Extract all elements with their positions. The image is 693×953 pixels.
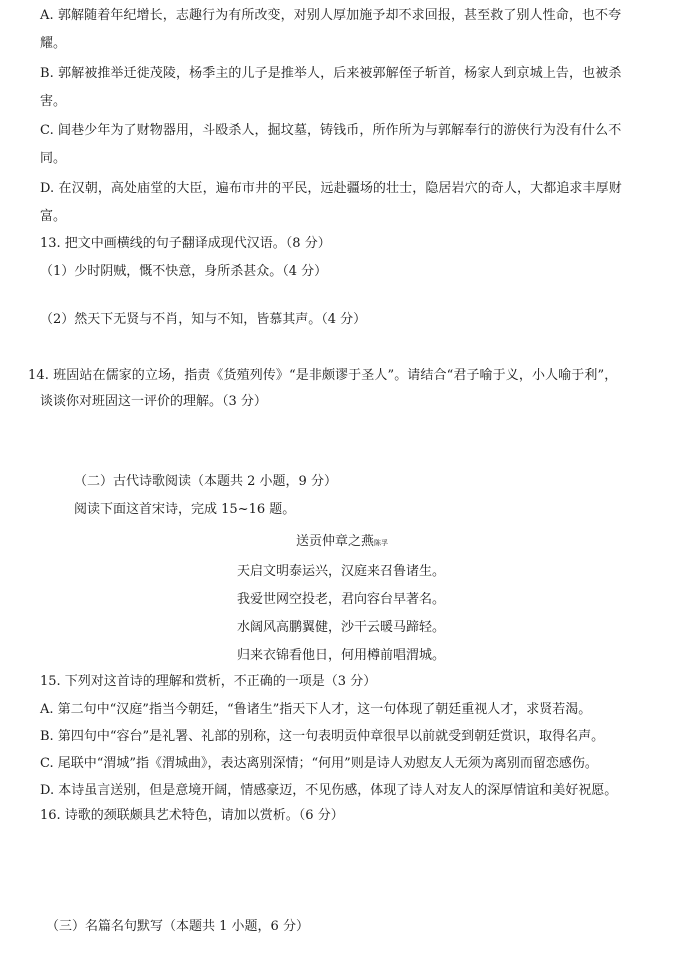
q12-option-c-line2: 同。 <box>40 151 67 166</box>
section2-heading: （二）古代诗歌阅读（本题共 2 小题，9 分） <box>74 474 337 489</box>
q12-option-b-line2: 害。 <box>40 94 67 109</box>
poem-line: 天启文明泰运兴，汉庭来召鲁诸生。 <box>237 564 446 579</box>
q14-line2: 谈谈你对班固这一评价的理解。（3 分） <box>40 394 267 409</box>
poem-line: 归来衣锦看他日，何用樽前唱渭城。 <box>237 648 446 663</box>
q12-option-c-line1: C. 闾巷少年为了财物器用，斗殴杀人，掘坟墓，铸钱币，所作所为与郭解奉行的游侠行为没有什么不 <box>40 123 622 138</box>
q15-option-a: A. 第二句中“汉庭”指当今朝廷，“鲁诸生”指天下人才，这一句体现了朝廷重视人才，求贤若渴。 <box>40 702 592 717</box>
q12-option-a-line2: 耀。 <box>40 36 67 51</box>
poem-title: 送贡仲章之燕 <box>296 534 375 549</box>
q13-stem: 13. 把文中画横线的句子翻译成现代汉语。（8 分） <box>40 236 331 251</box>
q13-sub1: （1）少时阴贼，慨不快意，身所杀甚众。（4 分） <box>40 264 328 279</box>
q14-line1: 14. 班固站在儒家的立场，指责《货殖列传》“是非颇谬于圣人”。请结合“君子喻于义，小人喻于利”， <box>28 368 618 383</box>
q15-option-b: B. 第四句中“容台”是礼署、礼部的别称，这一句表明贡仲章很早以前就受到朝廷赏识，取得名声。 <box>40 729 605 744</box>
q12-option-b-line1: B. 郭解被推举迁徙茂陵，杨季主的儿子是推举人，后来被郭解侄子斩首，杨家人到京城上告，也被杀 <box>40 66 622 81</box>
q16-stem: 16. 诗歌的颈联颇具艺术特色，请加以赏析。（6 分） <box>40 808 344 823</box>
poem-line: 水阔风高鹏翼健，沙干云暖马蹄轻。 <box>237 620 446 635</box>
poem-line: 我爱世网空投老，君向容台早著名。 <box>237 592 446 607</box>
q15-stem: 15. 下列对这首诗的理解和赏析，不正确的一项是（3 分） <box>40 674 377 689</box>
q13-sub2: （2）然天下无贤与不肖，知与不知，皆慕其声。（4 分） <box>40 312 367 327</box>
q12-option-d-line2: 富。 <box>40 209 67 224</box>
poem-title-line <box>296 533 388 552</box>
poem-author: 陈孚 <box>374 539 389 547</box>
q12-option-a-line1: A. 郭解随着年纪增长，志趣行为有所改变，对别人厚加施予却不求回报，甚至救了别人性命，也不夸 <box>40 8 622 23</box>
section3-heading: （三）名篇名句默写（本题共 1 小题，6 分） <box>46 919 309 934</box>
q12-option-d-line1: D. 在汉朝，高处庙堂的大臣，遍布市井的平民，远赴疆场的壮士，隐居岩穴的奇人，大都追求丰厚财 <box>40 181 622 196</box>
section2-instruction: 阅读下面这首宋诗，完成 15~16 题。 <box>74 502 296 517</box>
q15-option-d: D. 本诗虽言送别，但是意境开阔，情感豪迈，不见伤感，体现了诗人对友人的深厚情谊和美好祝愿。 <box>40 783 618 798</box>
q15-option-c: C. 尾联中“渭城”指《渭城曲》，表达离别深情；“何用”则是诗人劝慰友人无须为离别而留恋感伤。 <box>40 756 598 771</box>
